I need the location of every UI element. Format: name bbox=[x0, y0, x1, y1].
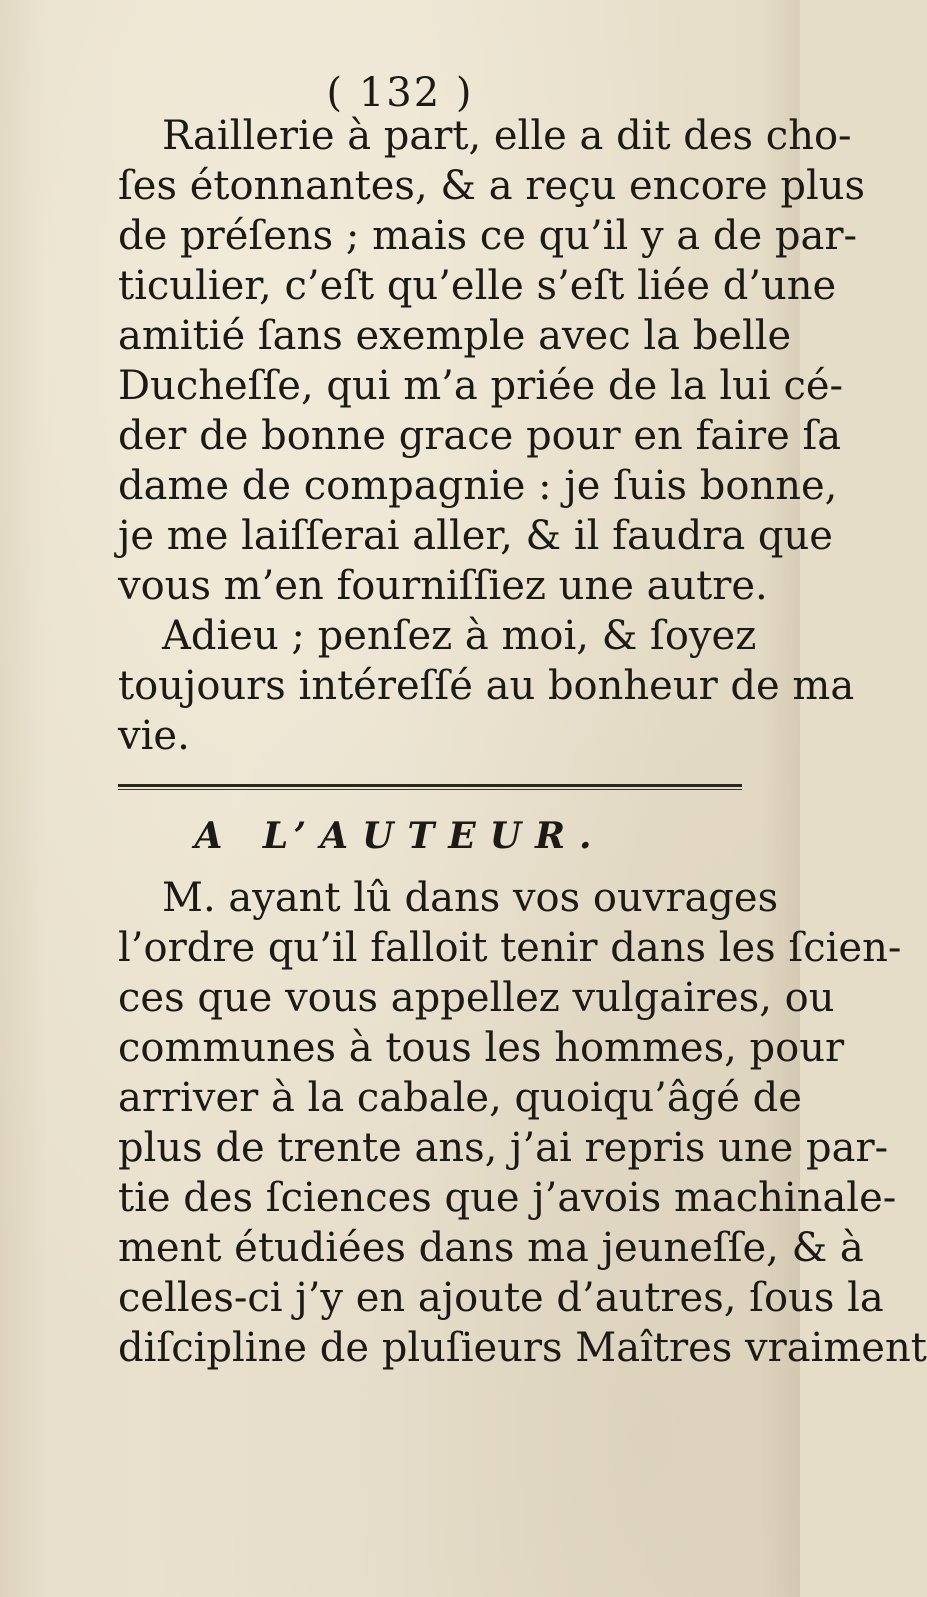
section-line-8: ment étudiées dans ma jeuneſſe, & à bbox=[118, 1225, 864, 1271]
section-line-1: M. ayant lû dans vos ouvrages bbox=[162, 875, 779, 921]
section-heading: A L’AUTEUR. bbox=[194, 815, 606, 857]
letter-line-3: de préſens ; mais ce qu’il y a de par- bbox=[118, 213, 858, 259]
section-line-3: ces que vous appellez vulgaires, ou bbox=[118, 975, 835, 1021]
letter-line-10: vous m’en fourniſſiez une autre. bbox=[118, 563, 768, 609]
letter-line-6: Ducheſſe, qui m’a priée de la lui cé- bbox=[118, 363, 844, 409]
section-line-5: arriver à la cabale, quoiqu’âgé de bbox=[118, 1075, 802, 1121]
divider-thin-line bbox=[118, 789, 742, 790]
letter-line-5: amitié ſans exemple avec la belle bbox=[118, 313, 792, 359]
section-line-2: l’ordre qu’il falloit tenir dans les ſcien- bbox=[118, 925, 902, 971]
letter-line-7: der de bonne grace pour en faire ſa bbox=[118, 413, 842, 459]
closing-line-1: Adieu ; penſez à moi, & ſoyez bbox=[162, 613, 757, 659]
section-line-7: tie des ſciences que j’avois machinale- bbox=[118, 1175, 897, 1221]
letter-line-8: dame de compagnie : je ſuis bonne, bbox=[118, 463, 838, 509]
section-line-9: celles-ci j’y en ajoute d’autres, ſous la bbox=[118, 1275, 884, 1321]
closing-line-2: toujours intéreſſé au bonheur de ma bbox=[118, 663, 855, 709]
letter-line-4: ticulier, c’eſt qu’elle s’eſt liée d’une bbox=[118, 263, 837, 309]
section-divider bbox=[118, 784, 742, 790]
section-line-10: diſcipline de pluſieurs Maîtres vraiment bbox=[118, 1325, 927, 1371]
letter-line-1: Raillerie à part, elle a dit des cho- bbox=[162, 113, 852, 159]
page-number: ( 132 ) bbox=[326, 70, 474, 116]
letter-line-2: ſes étonnantes, & a reçu encore plus bbox=[118, 163, 866, 209]
letter-line-9: je me laiſſerai aller, & il faudra que bbox=[118, 513, 833, 559]
closing-line-3: vie. bbox=[118, 713, 190, 759]
section-line-4: communes à tous les hommes, pour bbox=[118, 1025, 845, 1071]
divider-thick-line bbox=[118, 784, 742, 787]
section-line-6: plus de trente ans, j’ai repris une par- bbox=[118, 1125, 889, 1171]
